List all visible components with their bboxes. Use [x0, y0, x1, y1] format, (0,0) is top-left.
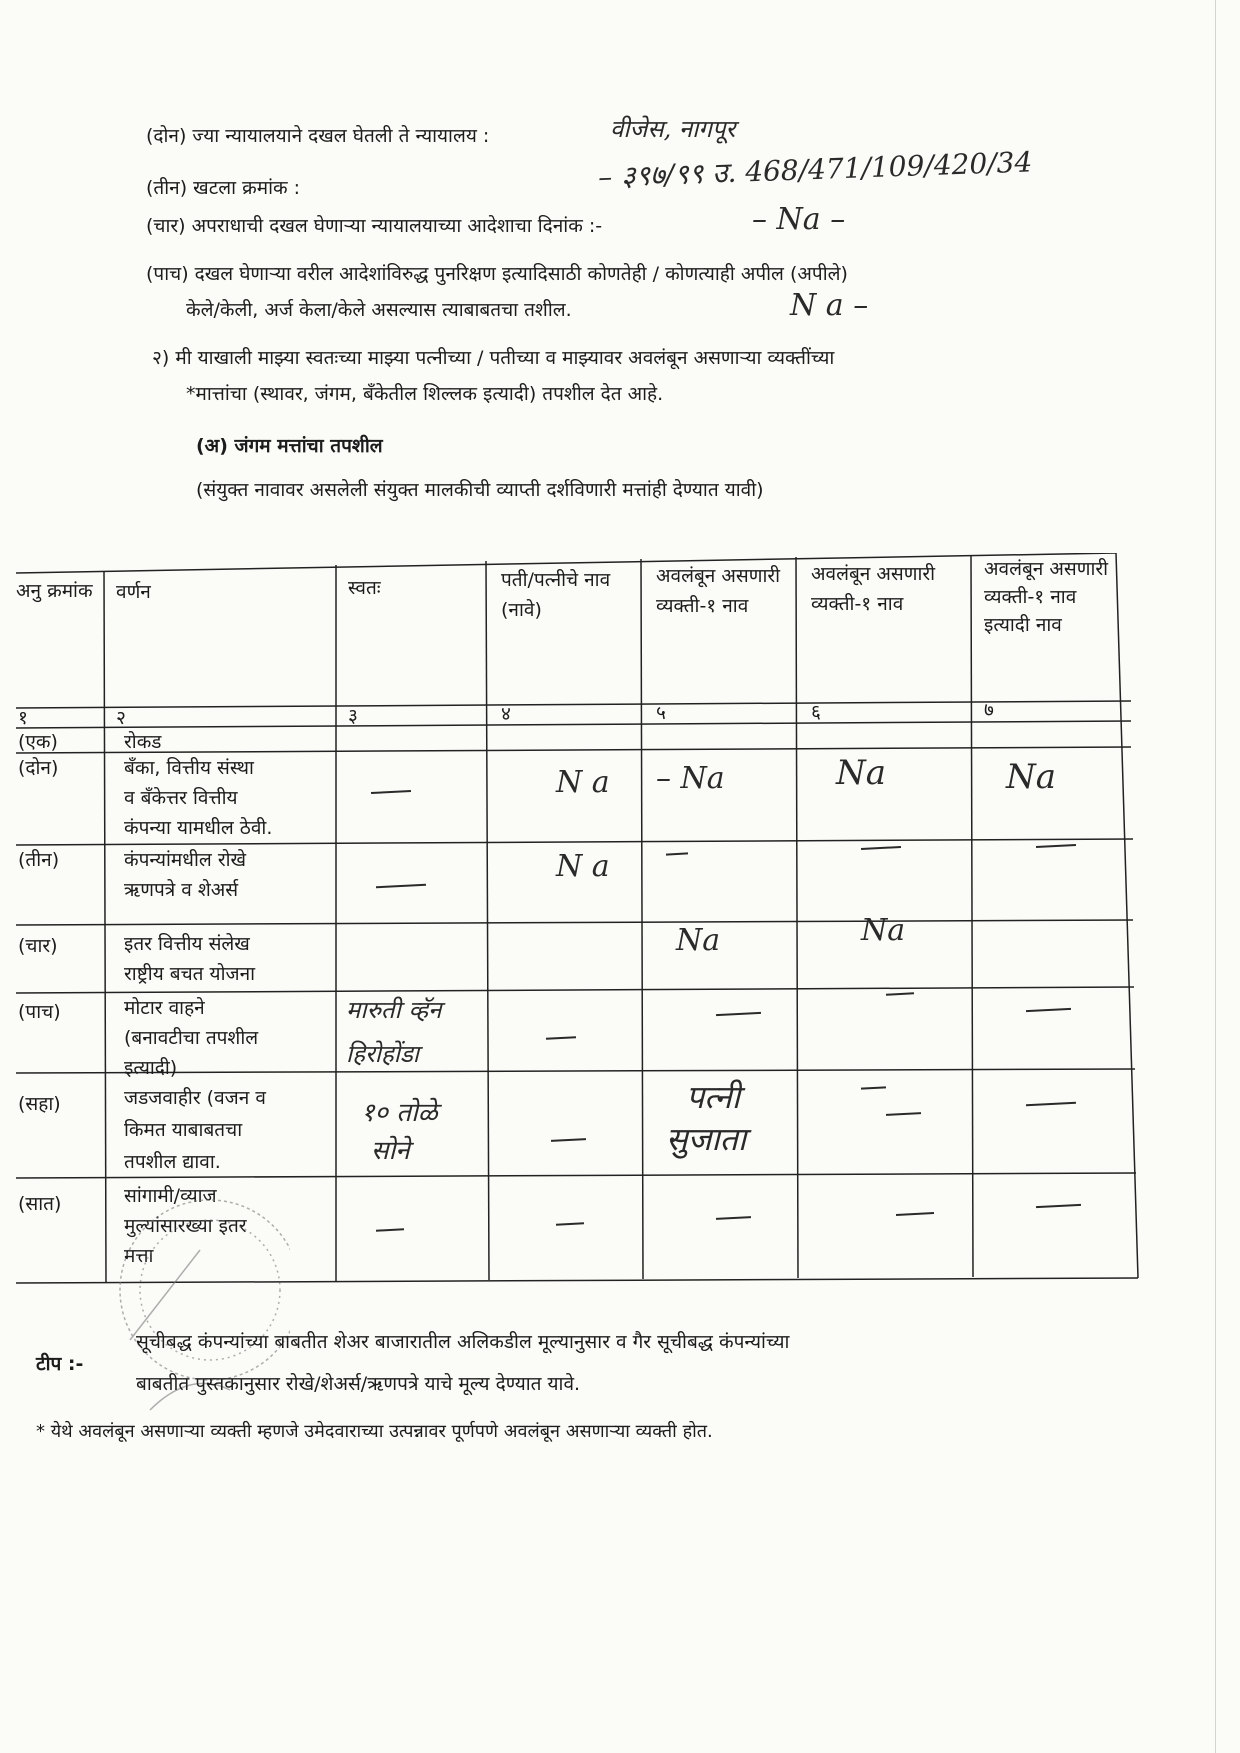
note-line-1: सूचीबद्ध कंपन्यांच्या बाबतीत शेअर बाजारातील अलिकडील मूल्यानुसार व गैर सूचीबद्ध कंपन्यांच्या	[136, 1331, 790, 1353]
row-5-desc-3: इत्यादी)	[124, 1057, 178, 1079]
header-dependent-2: अवलंबून असणारी व्यक्ती-१ नाव	[811, 563, 936, 615]
col-number-7: ७	[984, 699, 994, 721]
row-2-dep2-hw: Na	[836, 753, 887, 793]
col-number-6: ६	[811, 701, 821, 723]
header-self: स्वतः	[348, 577, 381, 599]
scan-edge-line	[1215, 0, 1216, 1753]
row-1-id: (एक)	[18, 731, 58, 753]
cognizance-date-line: (चार) अपराधाची दखल घेणाऱ्या न्यायालयाच्या आदेशाचा दिनांक :-	[146, 215, 603, 237]
row-5-desc-2: (बनावटीचा तपशील	[124, 1027, 259, 1049]
row-4-desc-2: राष्ट्रीय बचत योजना	[124, 963, 256, 985]
row-7-desc-1: सांगामी/व्याज	[124, 1185, 217, 1207]
movable-assets-heading: (अ) जंगम मत्तांचा तपशील	[196, 435, 383, 457]
row-7-id: (सात)	[18, 1193, 62, 1215]
row-5-desc-1: मोटार वाहने	[124, 997, 205, 1019]
row-6-self-hw-1: १० तोळे	[361, 1098, 438, 1128]
row-4-desc-1: इतर वित्तीय संलेख	[124, 933, 250, 955]
case-number-line: (तीन) खटला क्रमांक :	[146, 177, 301, 199]
row-6-desc-2: किमत याबाबतचा	[124, 1119, 243, 1141]
row-4-dep2-hw: Na	[861, 913, 906, 948]
row-2-desc-3: कंपन्या यामधील ठेवी.	[124, 817, 273, 839]
header-spouse: पती/पत्नीचे नाव (नावे)	[501, 569, 611, 621]
footnote: * येथे अवलंबून असणाऱ्या व्यक्ती म्हणजे उमेदवाराच्या उत्पन्नावर पूर्णपणे अवलंबून असणाऱ्या व्यक्ती होत.	[36, 1421, 713, 1442]
row-6-self-hw-2: सोने	[371, 1136, 410, 1166]
row-1-desc: रोकड	[124, 731, 162, 753]
row-4-id: (चार)	[18, 935, 58, 957]
row-7-desc-3: मत्ता	[124, 1245, 154, 1267]
row-6-desc-3: तपशील द्यावा.	[124, 1151, 221, 1173]
joint-ownership-note: (संयुक्त नावावर असलेली संयुक्त मालकीची व्याप्ती दर्शविणारी मत्तांही देण्यात यावी)	[196, 479, 764, 501]
row-2-dep1-hw: – Na	[656, 761, 725, 796]
col-number-2: २	[116, 707, 126, 729]
row-6-dep1-hw-1: पत्नी	[686, 1078, 741, 1116]
col-number-1: १	[18, 707, 28, 729]
row-3-desc-1: कंपन्यांमधील रोखे	[124, 849, 247, 871]
row-4-dep1-hw: Na	[676, 923, 721, 958]
row-2-spouse-hw: N a	[556, 765, 610, 800]
row-2-desc-1: बँका, वित्तीय संस्था	[124, 757, 254, 779]
col-number-3: ३	[348, 705, 358, 727]
faded-stamp-seal	[90, 1150, 290, 1450]
row-3-spouse-hw: N a	[556, 849, 610, 884]
row-2-id: (दोन)	[18, 757, 59, 779]
row-6-desc-1: जडजवाहीर (वजन व	[124, 1087, 266, 1109]
col-number-5: ५	[656, 702, 666, 724]
row-2-dep3-hw: Na	[1006, 757, 1057, 797]
court-line: (दोन) ज्या न्यायालयाने दखल घेतली ते न्यायालय :	[146, 125, 490, 147]
note-label: टीप :-	[36, 1353, 84, 1375]
row-7-desc-2: मुल्यांसारख्या इतर	[124, 1215, 247, 1237]
appeal-line-2: केले/केली, अर्ज केला/केले असल्यास त्याबाबतचा तशील.	[186, 299, 572, 321]
row-2-desc-2: व बँकेत्तर वित्तीय	[124, 787, 238, 809]
handwritten-case-number: – ३९७/९९ उ. 468/471/109/420/34	[597, 145, 1033, 194]
row-5-self-hw-2: हिरोहोंडा	[346, 1040, 420, 1068]
header-dependent-1: अवलंबून असणारी व्यक्ती-१ नाव	[656, 565, 781, 617]
handwritten-date: – Na –	[752, 202, 846, 237]
assets-line-1: २) मी याखाली माझ्या स्वतःच्या माझ्या पत्नीच्या / पतीच्या व माझ्यावर अवलंबून असणाऱ्या व्यक्तींच्या	[152, 347, 835, 369]
row-3-desc-2: ऋणपत्रे व शेअर्स	[124, 879, 239, 901]
row-3-id: (तीन)	[18, 849, 60, 871]
appeal-line-1: (पाच) दखल घेणाऱ्या वरील आदेशांविरुद्ध पुनरिक्षण इत्यादिसाठी कोणतेही / कोणत्याही अपील (अपीले)	[146, 263, 848, 285]
col-number-4: ४	[501, 703, 511, 725]
row-6-id: (सहा)	[18, 1093, 61, 1115]
handwritten-appeal: N a –	[790, 288, 869, 323]
row-5-id: (पाच)	[18, 1001, 61, 1023]
header-description: वर्णन	[116, 581, 151, 603]
handwritten-court: वीजेस, नागपूर	[610, 115, 736, 143]
note-line-2: बाबतीत पुस्तकानुसार रोखे/शेअर्स/ऋणपत्रे याचे मूल्य देण्यात यावे.	[136, 1373, 581, 1395]
header-dependent-3: अवलंबून असणारी व्यक्ती-१ नाव इत्यादी नाव	[984, 558, 1109, 636]
row-6-dep1-hw-2: सुजाता	[666, 1120, 747, 1158]
row-5-self-hw-1: मारुती व्हॅन	[346, 996, 442, 1024]
assets-line-2: *मात्तांचा (स्थावर, जंगम, बँकेतील शिल्लक इत्यादी) तपशील देत आहे.	[186, 383, 664, 405]
header-serial: अनु क्रमांक	[16, 580, 93, 602]
